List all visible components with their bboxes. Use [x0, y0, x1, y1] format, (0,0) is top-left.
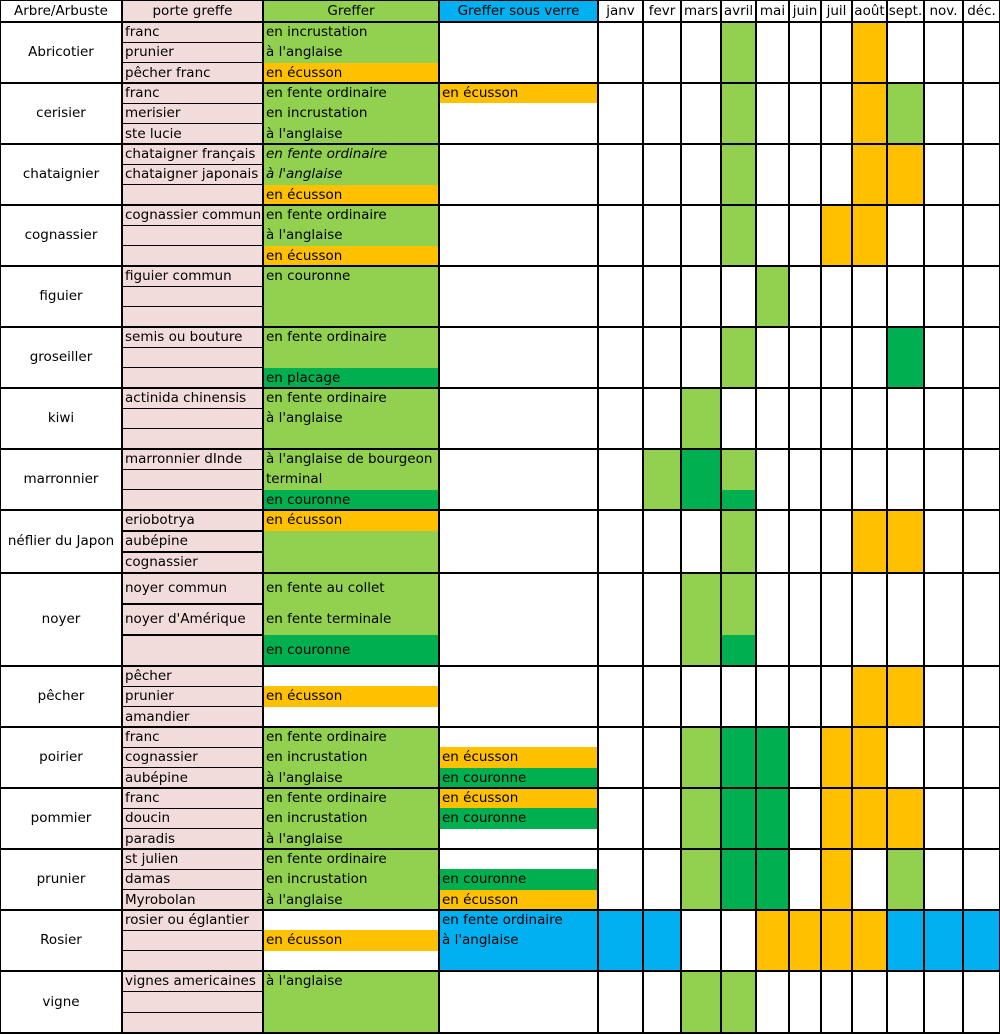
glass-column-header: Greffer sous verre: [457, 3, 580, 19]
month-period-fill: [756, 266, 789, 327]
row-border: [0, 204, 1000, 207]
rootstock-row-divider: [122, 889, 263, 891]
column-border: [642, 0, 644, 1033]
tree-name: cerisier: [36, 105, 86, 121]
rootstock-label: franc: [125, 24, 160, 40]
row-border: [0, 21, 1000, 24]
month-period-fill: [887, 327, 924, 388]
rootstock-row-divider: [122, 286, 263, 288]
month-header: janv: [606, 3, 635, 19]
rootstock-label: rosier ou églantier: [125, 912, 249, 928]
rootstock-label: vignes americaines: [125, 973, 256, 989]
rootstock-label: marronnier dInde: [125, 451, 243, 467]
row-border: [0, 787, 1000, 790]
graft-method-label: en fente ordinaire: [266, 851, 387, 867]
rootstock-row-divider: [122, 367, 263, 369]
rootstock-row-divider: [122, 123, 263, 125]
month-period-fill: [887, 83, 924, 144]
graft-method-label: en écusson: [266, 932, 343, 949]
column-border: [851, 0, 853, 1033]
graft-method-label: terminal: [266, 471, 323, 488]
tree-name: poirier: [39, 749, 83, 765]
row-border: [0, 509, 1000, 512]
rootstock-row-divider: [122, 306, 263, 308]
month-period-fill: [821, 910, 852, 971]
rootstock-label: eriobotrya: [125, 512, 195, 528]
graft-method-fill: [263, 992, 439, 1013]
rootstock-label: prunier: [125, 688, 174, 705]
graft-method-label: en fente ordinaire: [266, 729, 387, 745]
rootstock-label: cognassier: [125, 749, 198, 766]
graft-method-label: à l'anglaise: [266, 891, 343, 908]
month-period-fill: [756, 788, 789, 849]
graft-method-label: en fente ordinaire: [266, 85, 387, 101]
rootstock-label: noyer d'Amérique: [125, 611, 246, 627]
column-border: [680, 0, 682, 1033]
tree-column-header: Arbre/Arbuste: [13, 3, 108, 19]
graft-method-fill: [263, 1012, 439, 1033]
month-period-fill: [721, 727, 756, 788]
month-period-fill: [721, 510, 756, 573]
under-glass-label: à l'anglaise: [442, 932, 519, 949]
graft-method-label: en fente terminale: [266, 611, 392, 627]
month-period-fill: [887, 144, 924, 205]
graft-method-label: à l'anglaise: [266, 830, 343, 847]
month-period-fill: [821, 205, 852, 266]
graft-method-label: en couronne: [266, 642, 351, 658]
column-border: [720, 0, 722, 1033]
month-period-fill: [681, 971, 721, 1033]
graft-method-fill: [263, 552, 439, 573]
tree-name: figuier: [39, 288, 83, 304]
rootstock-row-divider: [122, 408, 263, 410]
tree-name: chataignier: [22, 166, 100, 182]
row-border: [0, 448, 1000, 451]
rootstock-row-divider: [122, 62, 263, 64]
tree-name: pommier: [30, 810, 92, 826]
month-period-fill: [887, 510, 924, 573]
rootstock-column-header: porte greffe: [152, 3, 233, 19]
month-period-fill: [681, 849, 721, 910]
column-border: [0, 0, 1, 1033]
column-border: [262, 0, 264, 1033]
month-period-fill: [821, 727, 852, 788]
under-glass-fill: [439, 951, 598, 971]
month-header: déc.: [967, 3, 996, 19]
tree-name: néflier du Japon: [7, 533, 115, 549]
tree-name: pêcher: [37, 688, 85, 704]
graft-method-label: à l'anglaise: [266, 769, 343, 786]
rootstock-row-divider: [122, 634, 263, 636]
graft-method-label: à l'anglaise: [266, 125, 343, 142]
under-glass-label: en fente ordinaire: [442, 912, 563, 928]
month-header: août: [854, 3, 885, 19]
month-header: juin: [792, 3, 818, 19]
tree-name: vigne: [42, 994, 80, 1010]
tree-name: cognassier: [24, 227, 98, 243]
month-period-fill: [852, 788, 887, 849]
month-period-fill: [681, 573, 721, 666]
graft-method-label: à l'anglaise: [266, 166, 343, 183]
column-border: [962, 0, 964, 1033]
month-period-fill: [852, 205, 887, 266]
graft-method-label: à l'anglaise: [266, 410, 343, 427]
tree-name: Rosier: [40, 932, 82, 948]
column-border: [438, 0, 440, 1033]
column-border: [121, 0, 123, 1033]
rootstock-row-divider: [122, 428, 263, 430]
rootstock-row-divider: [122, 686, 263, 688]
month-period-fill: [852, 910, 887, 971]
row-border: [0, 143, 1000, 146]
month-period-fill: [852, 727, 887, 788]
rootstock-row-divider: [122, 1012, 263, 1014]
month-period-fill: [887, 788, 924, 849]
rootstock-label: aubépine: [125, 533, 188, 549]
row-border: [0, 82, 1000, 85]
under-glass-label: en écusson: [442, 891, 519, 908]
month-period-fill: [721, 635, 756, 666]
month-period-fill: [821, 788, 852, 849]
row-border: [0, 0, 1000, 1]
rootstock-label: figuier commun: [125, 268, 232, 284]
rootstock-label: franc: [125, 729, 160, 745]
month-period-fill: [721, 971, 756, 1033]
row-border: [0, 909, 1000, 912]
rootstock-row-divider: [122, 42, 263, 44]
rootstock-label: franc: [125, 790, 160, 806]
rootstock-row-divider: [122, 930, 263, 932]
month-period-fill: [721, 327, 756, 388]
month-period-fill: [681, 788, 721, 849]
graft-method-label: à l'anglaise: [266, 227, 343, 244]
column-border: [886, 0, 888, 1033]
row-border: [0, 326, 1000, 329]
under-glass-label: en écusson: [442, 790, 519, 806]
column-border: [597, 0, 599, 1033]
month-period-fill: [756, 910, 789, 971]
rootstock-row-divider: [122, 869, 263, 871]
month-period-fill: [789, 910, 821, 971]
month-period-fill: [721, 144, 756, 205]
graft-method-label: en fente ordinaire: [266, 207, 387, 223]
month-period-fill: [887, 910, 924, 971]
graft-method-label: en fente ordinaire: [266, 790, 387, 806]
month-period-fill: [721, 490, 756, 510]
graft-method-label: en incrustation: [266, 749, 368, 766]
graft-method-label: en couronne: [266, 268, 351, 284]
rootstock-label: chataigner japonais: [125, 166, 259, 183]
month-period-fill: [852, 83, 887, 144]
month-period-fill: [852, 144, 887, 205]
month-period-fill: [681, 727, 721, 788]
rootstock-row-divider: [122, 103, 263, 105]
graft-method-label: en couronne: [266, 491, 351, 508]
column-border: [923, 0, 925, 1033]
month-period-fill: [963, 910, 1000, 971]
rootstock-label: damas: [125, 871, 171, 888]
under-glass-label: en écusson: [442, 85, 519, 101]
month-period-fill: [598, 910, 643, 971]
graft-method-label: en incrustation: [266, 810, 368, 827]
graft-method-fill: [263, 531, 439, 552]
month-period-fill: [721, 788, 756, 849]
graft-method-label: à l'anglaise: [266, 973, 343, 989]
graft-method-label: en fente ordinaire: [266, 146, 388, 162]
rootstock-row-divider: [122, 950, 263, 952]
rootstock-label: st julien: [125, 851, 179, 867]
rootstock-label: doucin: [125, 810, 171, 827]
rootstock-row-divider: [122, 551, 263, 553]
graft-method-label: en incrustation: [266, 871, 368, 888]
month-period-fill: [821, 849, 852, 910]
rootstock-row-divider: [122, 747, 263, 749]
month-period-fill: [721, 22, 756, 83]
under-glass-label: en écusson: [442, 749, 519, 766]
column-border: [755, 0, 757, 1033]
graft-method-fill: [263, 307, 439, 327]
graft-method-label: en fente ordinaire: [266, 329, 387, 345]
rootstock-label: pêcher: [125, 668, 172, 684]
row-border: [0, 848, 1000, 851]
rootstock-label: prunier: [125, 44, 174, 61]
month-period-fill: [681, 449, 721, 510]
rootstock-row-divider: [122, 767, 263, 769]
column-border: [820, 0, 822, 1033]
rootstock-label: pêcher franc: [125, 64, 211, 81]
rootstock-label: Myrobolan: [125, 891, 196, 908]
month-header: fevr: [648, 3, 676, 19]
rootstock-label: cognassier commun: [125, 207, 262, 223]
graft-method-label: en écusson: [266, 247, 343, 264]
rootstock-label: actinida chinensis: [125, 390, 247, 406]
rootstock-row-divider: [122, 184, 263, 186]
rootstock-row-divider: [122, 489, 263, 491]
rootstock-row-divider: [122, 828, 263, 830]
row-border: [0, 265, 1000, 268]
graft-method-label: à l'anglaise de bourgeon: [266, 451, 433, 467]
rootstock-row-divider: [122, 530, 263, 532]
graft-method-label: en incrustation: [266, 105, 368, 122]
graft-method-label: en écusson: [266, 64, 343, 81]
tree-name: kiwi: [47, 410, 75, 426]
rootstock-row-divider: [122, 603, 263, 605]
rootstock-row-divider: [122, 469, 263, 471]
month-header: juil: [826, 3, 847, 19]
month-period-fill: [924, 910, 963, 971]
month-period-fill: [756, 727, 789, 788]
rootstock-row-divider: [122, 991, 263, 993]
month-period-fill: [643, 910, 681, 971]
month-period-fill: [852, 666, 887, 727]
rootstock-label: cognassier: [125, 554, 198, 570]
month-header: mai: [759, 3, 786, 19]
month-header: nov.: [929, 3, 958, 19]
rootstock-label: paradis: [125, 830, 176, 847]
rootstock-row-divider: [122, 706, 263, 708]
rootstock-row-divider: [122, 808, 263, 810]
tree-name: Abricotier: [28, 44, 94, 60]
tree-name: noyer: [41, 611, 81, 627]
month-header: avril: [723, 3, 754, 19]
graft-method-fill: [263, 429, 439, 449]
month-period-fill: [721, 205, 756, 266]
rootstock-label: merisier: [125, 105, 181, 122]
row-border: [0, 665, 1000, 668]
graft-method-label: en fente au collet: [266, 580, 385, 596]
month-period-fill: [852, 510, 887, 573]
graft-method-fill: [263, 286, 439, 306]
graft-method-label: en écusson: [266, 186, 343, 203]
tree-name: marronnier: [23, 471, 99, 487]
tree-name: prunier: [36, 871, 86, 887]
rootstock-row-divider: [122, 245, 263, 247]
month-period-fill: [721, 83, 756, 144]
rootstock-label: ste lucie: [125, 125, 182, 142]
row-border: [0, 387, 1000, 390]
row-border: [0, 726, 1000, 729]
rootstock-label: amandier: [125, 708, 190, 725]
graft-method-label: à l'anglaise: [266, 44, 343, 61]
rootstock-label: franc: [125, 85, 160, 101]
rootstock-label: aubépine: [125, 769, 188, 786]
graft-method-label: en fente ordinaire: [266, 390, 387, 406]
graft-method-label: en placage: [266, 369, 341, 386]
graft-method-label: en écusson: [266, 688, 343, 705]
row-border: [0, 1032, 1000, 1035]
rootstock-row-divider: [122, 347, 263, 349]
month-period-fill: [681, 388, 721, 449]
rootstock-label: chataigner français: [125, 146, 256, 162]
graft-method-label: en écusson: [266, 512, 343, 528]
graft-column-header: Greffer: [327, 3, 375, 19]
rootstock-label: noyer commun: [125, 580, 228, 596]
column-border: [788, 0, 790, 1033]
month-header: sept.: [888, 3, 923, 19]
graft-method-fill: [263, 347, 439, 367]
rootstock-row-divider: [122, 164, 263, 166]
month-period-fill: [887, 849, 924, 910]
month-period-fill: [756, 849, 789, 910]
row-border: [0, 572, 1000, 575]
month-period-fill: [887, 666, 924, 727]
month-period-fill: [852, 22, 887, 83]
under-glass-label: en couronne: [442, 810, 527, 827]
rootstock-row-divider: [122, 225, 263, 227]
row-border: [0, 970, 1000, 973]
month-header: mars: [683, 3, 718, 19]
rootstock-label: semis ou bouture: [125, 329, 243, 345]
tree-name: groseiller: [29, 349, 93, 365]
under-glass-label: en couronne: [442, 871, 527, 888]
month-period-fill: [643, 449, 681, 510]
under-glass-label: en couronne: [442, 769, 527, 786]
month-period-fill: [721, 849, 756, 910]
graft-method-label: en incrustation: [266, 24, 368, 40]
